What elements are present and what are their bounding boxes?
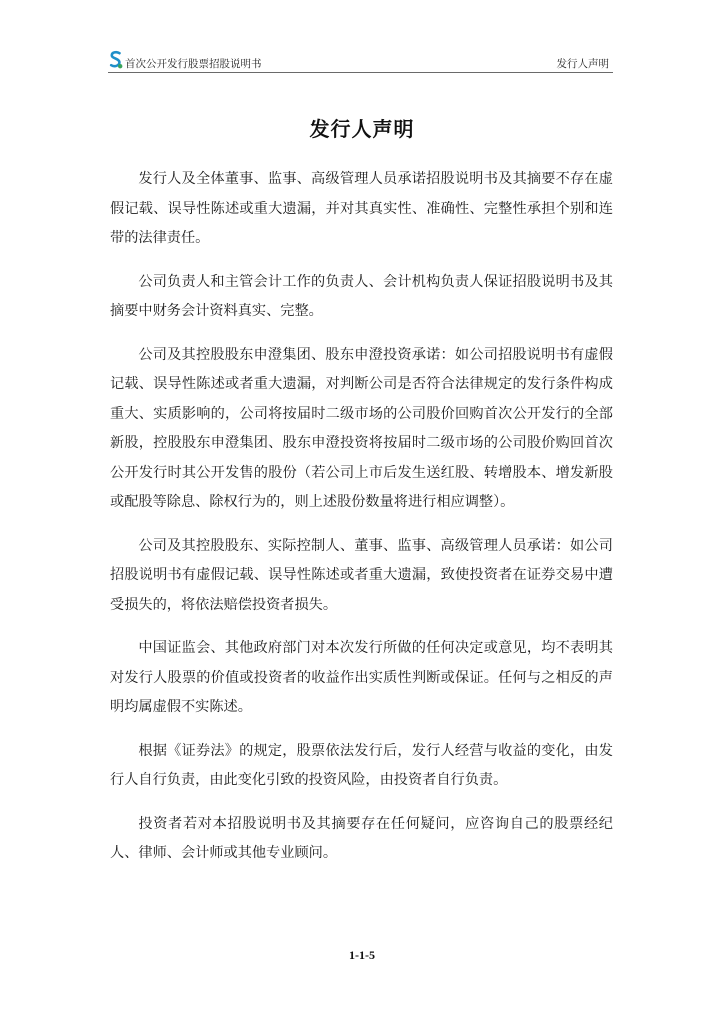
paragraph-5: 中国证监会、其他政府部门对本次发行所做的任何决定或意见，均不表明其对发行人股票的价值或投资者的收益作出实质性判断或保证。任何与之相反的声明均属虚假不实陈述。 — [110, 640, 613, 715]
statement-body — [110, 165, 613, 883]
paragraph-6: 根据《证券法》的规定，股票依法发行后，发行人经营与收益的变化，由发行人自行负责，由此变化引致的投资风险，由投资者自行负责。 — [110, 742, 613, 788]
page-header — [108, 48, 613, 73]
header-section-title: 发行人声明 — [556, 58, 609, 70]
paragraph-3: 公司及其控股股东申澄集团、股东申澄投资承诺：如公司招股说明书有虚假记载、误导性陈述或者重大遗漏，对判断公司是否符合法律规定的发行条件构成重大、实质影响的，公司将按届时二级市场的公司股价回购首次公开发行的全部新股，控股股东申澄集团、股东申澄投资将按届时二级市场的公司股价购回首次公开发行时其公开发售的股份（若公司上市后发生送红股、转增股本、增发新股或配股等除息、除权行为的，则上述股份数量将进行相应调整）。 — [110, 346, 613, 510]
company-logo-icon — [108, 50, 124, 70]
paragraph-4: 公司及其控股股东、实际控制人、董事、监事、高级管理人员承诺：如公司招股说明书有虚假记载、误导性陈述或者重大遗漏，致使投资者在证券交易中遭受损失的，将依法赔偿投资者损失。 — [110, 537, 613, 613]
paragraph-2: 公司负责人和主管会计工作的负责人、会计机构负责人保证招股说明书及其摘要中财务会计资料真实、完整。 — [110, 273, 613, 319]
header-document-title: 首次公开发行股票招股说明书 — [125, 58, 262, 70]
page-number: 1-1-5 — [349, 948, 375, 962]
paragraph-7: 投资者若对本招股说明书及其摘要存在任何疑问，应咨询自己的股票经纪人、律师、会计师或其他专业顾问。 — [110, 815, 613, 861]
page-title: 发行人声明 — [309, 117, 415, 141]
paragraph-1: 发行人及全体董事、监事、高级管理人员承诺招股说明书及其摘要不存在虚假记载、误导性陈述或重大遗漏，并对其真实性、准确性、完整性承担个别和连带的法律责任。 — [110, 171, 613, 246]
